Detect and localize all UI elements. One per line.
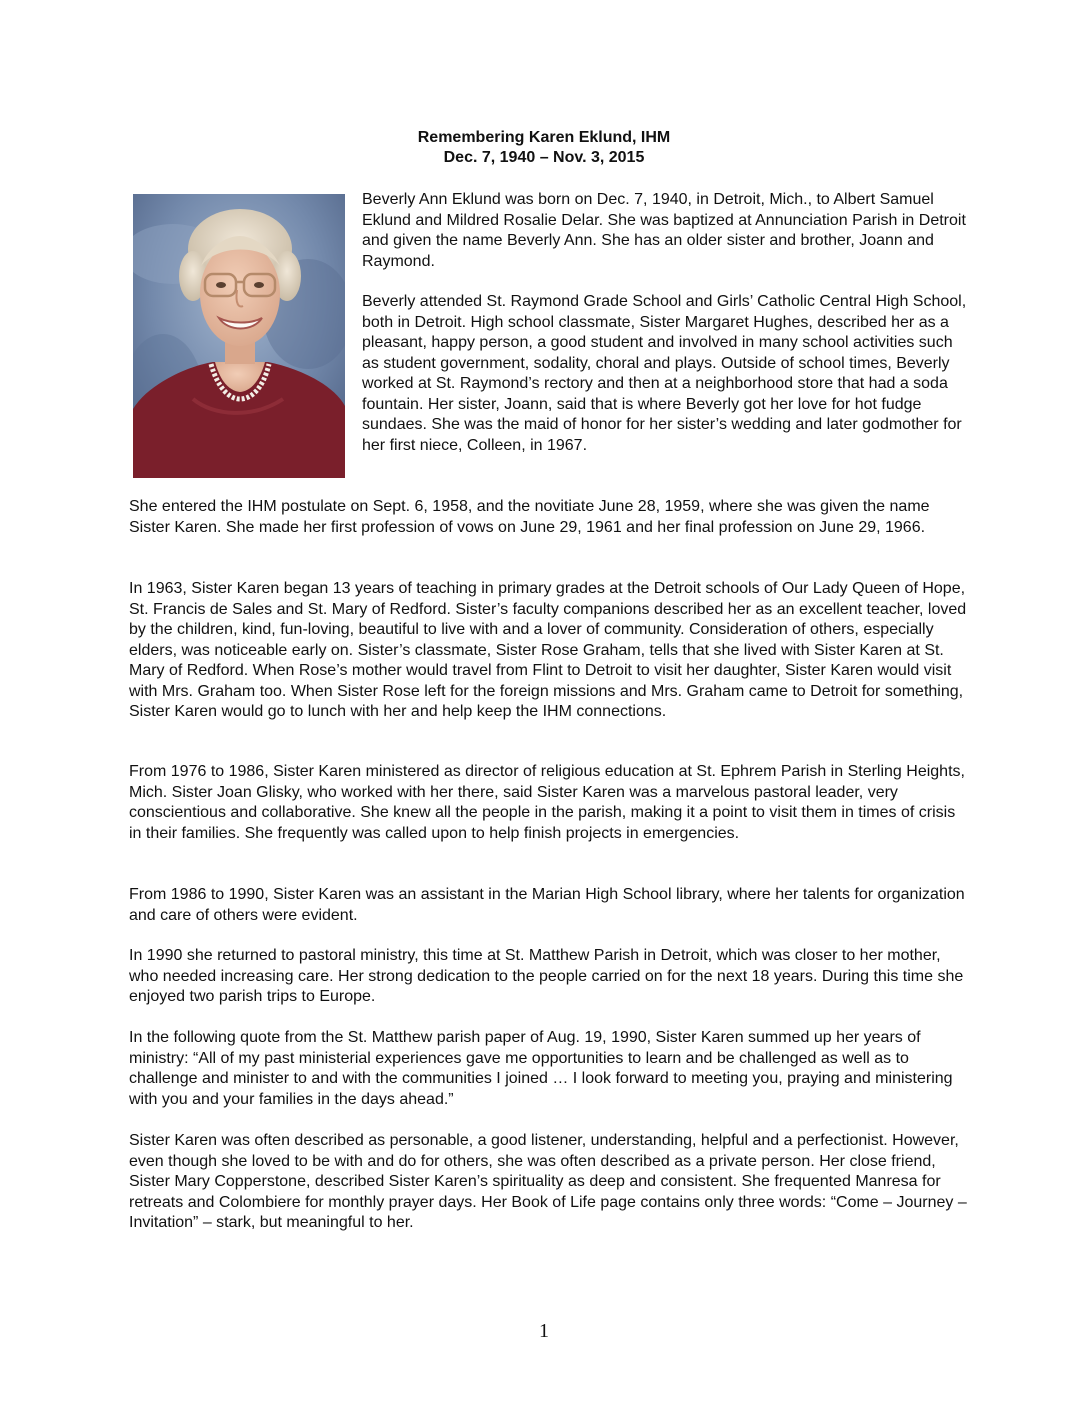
portrait-photo [133,194,345,478]
life-dates: Dec. 7, 1940 – Nov. 3, 2015 [443,149,645,166]
paragraph-pastoral-ministry: In 1990 she returned to pastoral ministry, this time at St. Matthew Parish in Detroit, which was closer to her mother, who needed increasing care. Her strong dedication to the people carried on for the next 18 years. During this time she enjoyed two parish trips to Europe. [129,947,964,1005]
paragraph-teaching: In 1963, Sister Karen began 13 years of teaching in primary grades at the Detroit schools of Our Lady Queen of Hope, St. Francis de Sales and St. Mary of Redford. Sister’s faculty companions described her as an excellent teacher, loved by the children, kind, fun-loving, beautiful to live with and a lover of community. Consideration of others, especially elders, was noticeable early on. Sister’s classmate, Sister Rose Graham, tells that she lived with Sister Karen at St. Mary of Redford. When Rose’s mother would travel from Flint to Detroit to visit her daughter, Sister Karen would visit with Mrs. Graham too. When Sister Rose left for the foreign missions and Mrs. Graham came to Detroit for something, Sister Karen would go to lunch with her and help keep the IHM connections. [129,580,967,720]
paragraph-religious-education: From 1976 to 1986, Sister Karen ministered as director of religious education at St. Ephrem Parish in Sterling Heights, Mich. Sister Joan Glisky, who worked with her there, said Sister Karen was a marvelous pastoral leader, very conscientious and collaborative. She knew all the people in the parish, making it a point to visit them in times of crisis in their families. She frequently was called upon to help finish projects in emergencies. [129,763,965,842]
paragraph-school: Beverly attended St. Raymond Grade School and Girls’ Catholic Central High School, both in Detroit. High school classmate, Sister Margaret Hughes, described her as a pleasant, happy person, a good student and involved in many school activities such as student government, sodality, choral and plays. Outside of school times, Beverly worked at St. Raymond’s rectory and then at a neighborhood store that had a soda fountain. Her sister, Joann, said that is where Beverly got her love for hot fudge sundaes. She was the maid of honor for her sister’s wedding and later godmother for her first niece, Colleen, in 1967. [362,293,967,454]
paragraph-birth: Beverly Ann Eklund was born on Dec. 7, 1940, in Detroit, Mich., to Albert Samuel Eklund and Mildred Rosalie Delar. She was baptized at Annunciation Parish in Detroit and given the name Beverly Ann. She has an older sister and brother, Joann and Raymond. [362,191,966,270]
paragraph-vows: She entered the IHM postulate on Sept. 6, 1958, and the novitiate June 28, 1959, where she was given the name Sister Karen. She made her first profession of vows on June 29, 1961 and her final profession on June 29, 1966. [129,498,930,536]
page-title: Remembering Karen Eklund, IHM [417,129,671,146]
paragraph-library: From 1986 to 1990, Sister Karen was an assistant in the Marian High School library, where her talents for organization and care of others were evident. [129,886,965,924]
paragraph-character: Sister Karen was often described as personable, a good listener, understanding, helpful and a perfectionist. However, even though she loved to be with and do for others, she was often described as a private person. Her close friend, Sister Mary Copperstone, described Sister Karen’s spirituality as deep and consistent. She frequented Manresa for retreats and Colombiere for monthly prayer days. Her Book of Life page contains only three words: “Come – Journey – Invitation” – stark, but meaningful to her. [129,1132,967,1231]
paragraph-quote: In the following quote from the St. Matthew parish paper of Aug. 19, 1990, Sister Karen summed up her years of ministry: “All of my past ministerial experiences gave me opportunities to learn and be challenged as well as to challenge and minister to and with the communities I joined … I look forward to meeting you, praying and ministering with you and your families in the days ahead.” [129,1029,953,1108]
page-number: 1 [539,1320,549,1342]
